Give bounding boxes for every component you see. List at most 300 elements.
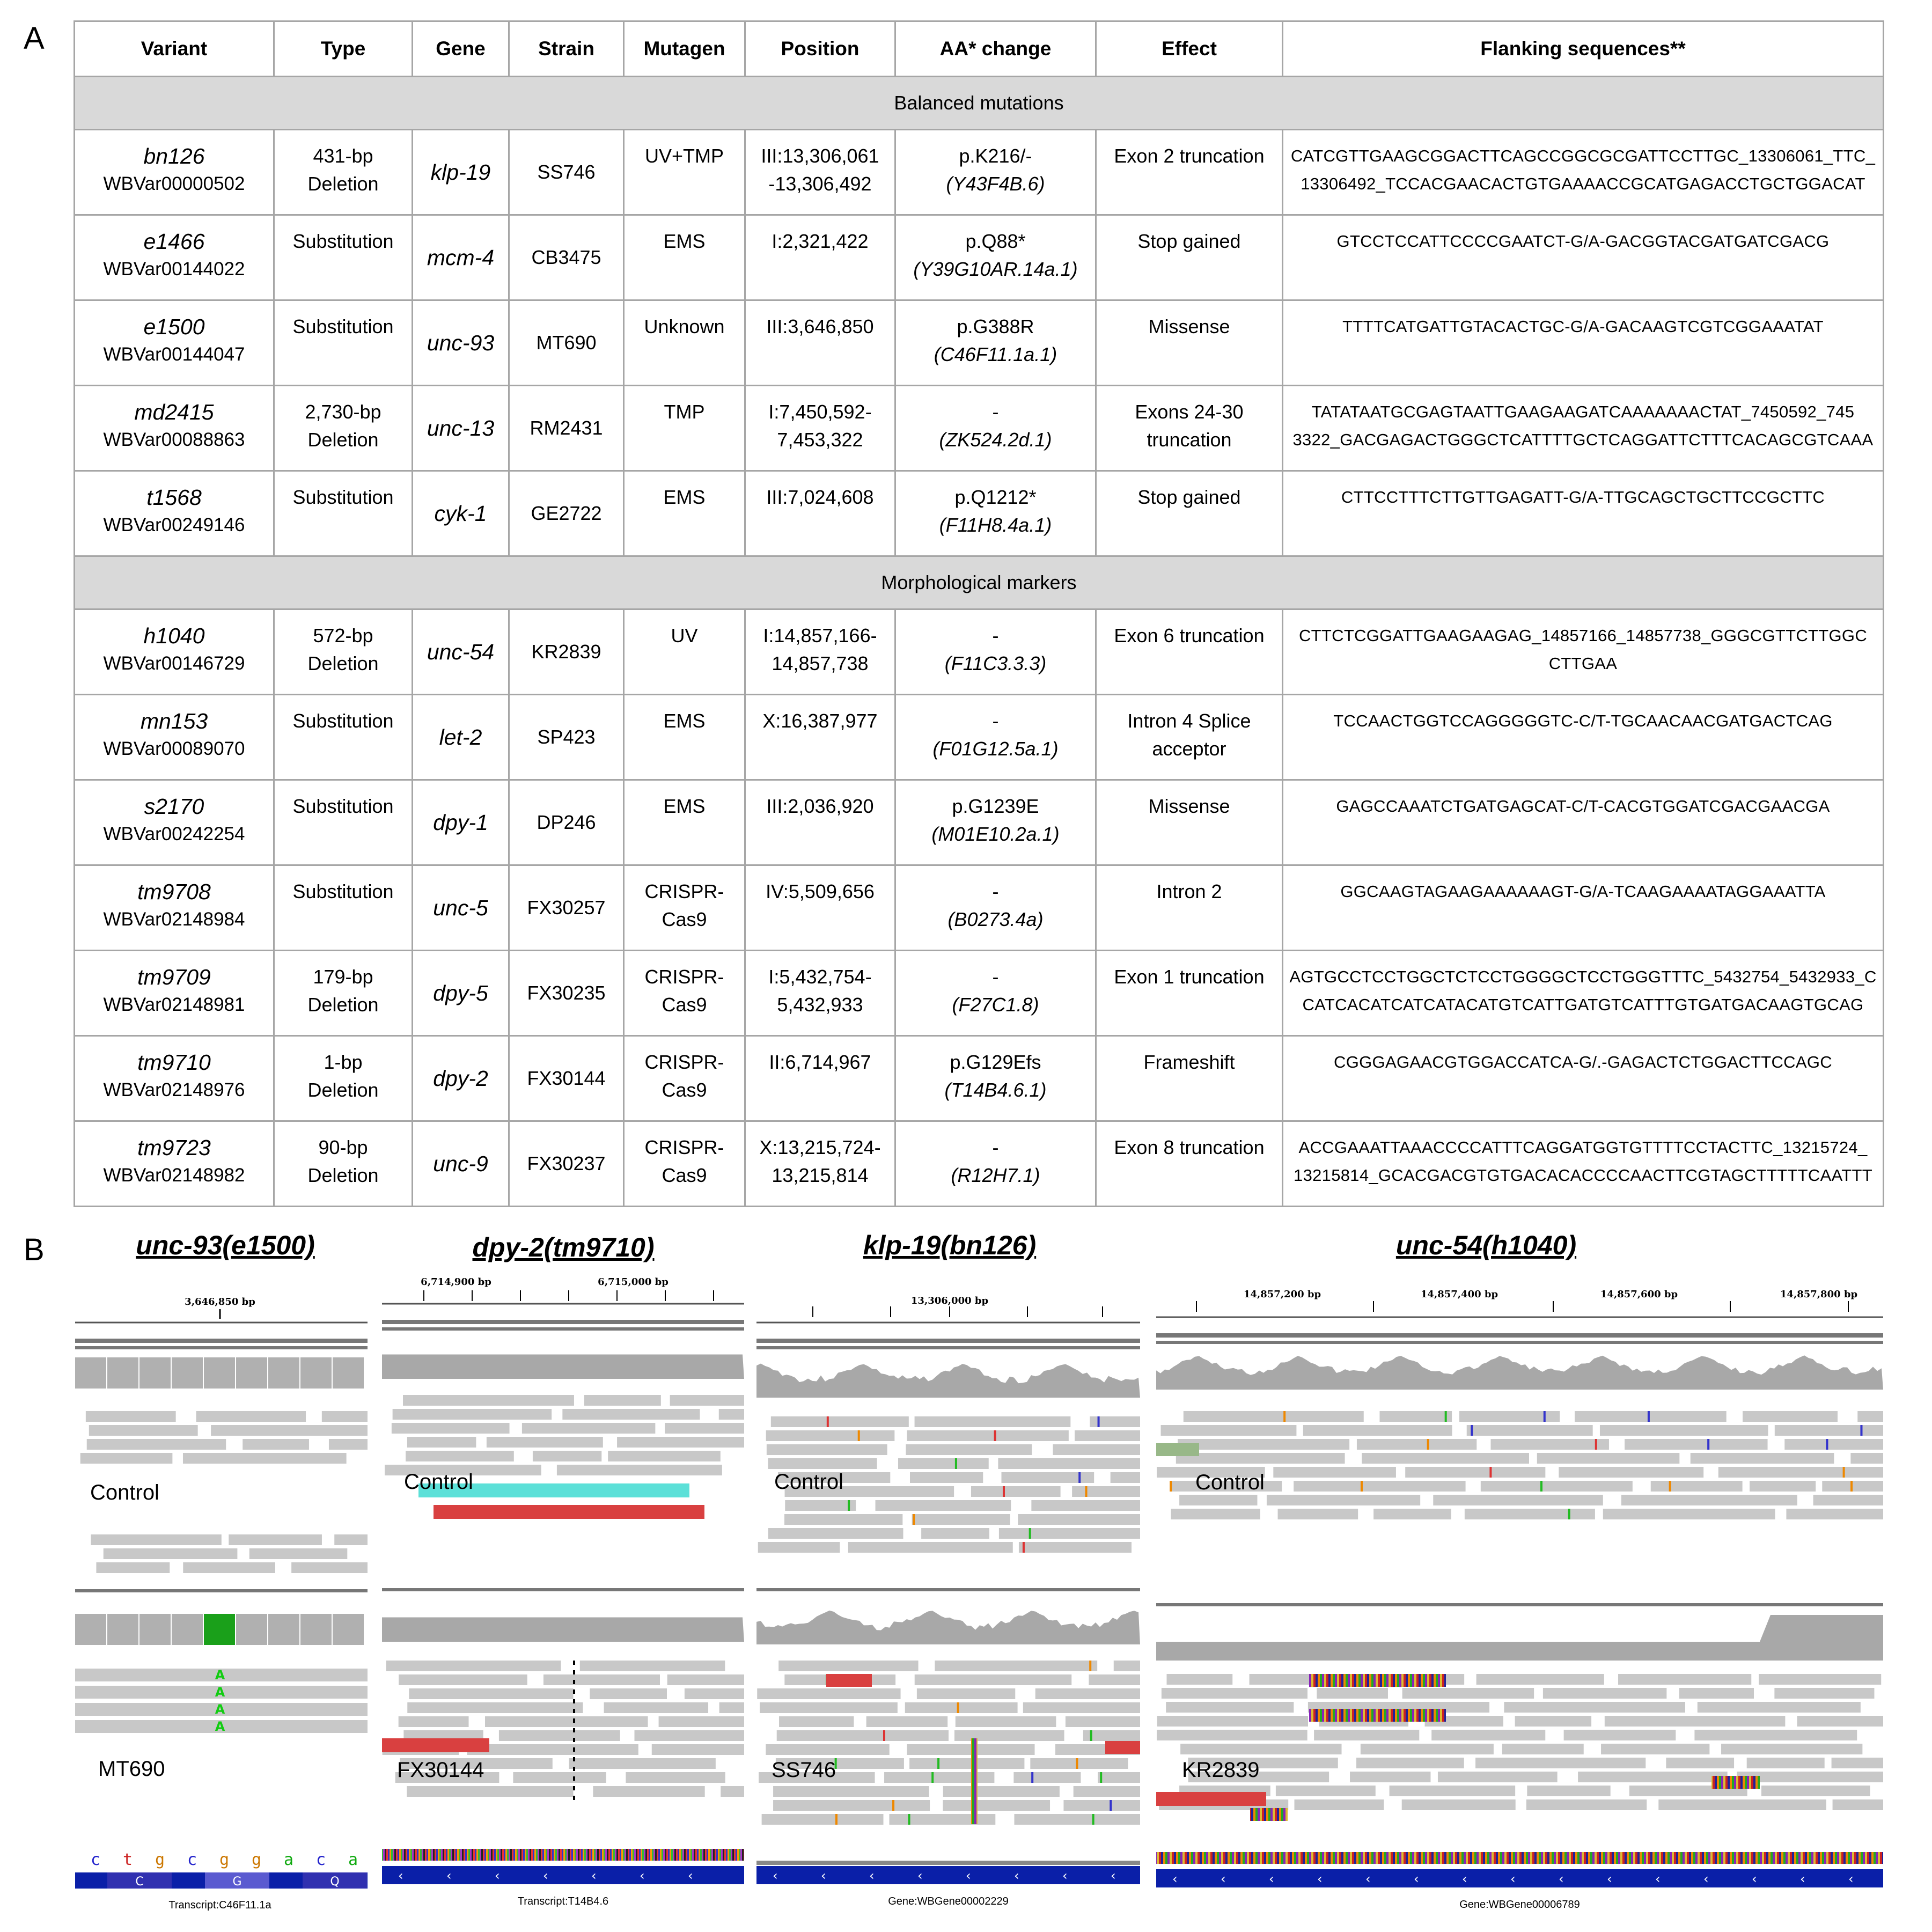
ref-base: c (90, 1850, 101, 1869)
mutagen-cell-line1: TMP (664, 401, 705, 423)
coverage-bin (268, 1614, 299, 1645)
read (80, 1453, 173, 1464)
gene-track (756, 1866, 1140, 1884)
read (785, 1500, 856, 1511)
read (1072, 1486, 1140, 1497)
read (322, 1411, 368, 1422)
gene-cell-line1: unc-5 (433, 895, 488, 920)
read (1857, 1411, 1883, 1422)
read (898, 1458, 989, 1469)
type-cell-line1: 90-bp (318, 1136, 368, 1158)
read (543, 1674, 660, 1685)
read (87, 1439, 226, 1450)
read (670, 1395, 744, 1406)
read (580, 1661, 725, 1671)
gene-strand-glyph: ‹ (1221, 1871, 1226, 1886)
read (399, 1674, 527, 1685)
snp-base: A (215, 1667, 225, 1683)
mutagen-cell-line1: CRISPR- (644, 880, 724, 902)
coverage-track (1156, 1355, 1883, 1390)
coverage-track (1156, 1615, 1883, 1661)
mismatch (1669, 1481, 1671, 1492)
gene-cell-line1: unc-54 (427, 640, 495, 664)
read (777, 1730, 949, 1741)
aa-cell-line1: p.G1239E (952, 795, 1039, 817)
read (1090, 1416, 1140, 1427)
read (1317, 1688, 1388, 1699)
read (665, 1423, 744, 1434)
read (778, 1661, 918, 1671)
amino-acid: Q (330, 1875, 340, 1889)
read (915, 1674, 1072, 1685)
aa-cell-line1: p.Q88* (965, 230, 1026, 252)
variant-cell-line1: t1568 (146, 485, 202, 510)
read (522, 1423, 655, 1434)
mismatch (835, 1814, 838, 1825)
read (1178, 1439, 1349, 1450)
transcript-label: Transcript:C46F11.1a (168, 1899, 271, 1911)
read (1356, 1758, 1464, 1768)
coverage-bin (75, 1357, 106, 1389)
ref-base: g (219, 1850, 230, 1869)
read (1111, 1472, 1140, 1483)
panel-b4-title: unc-54(h1040) (1395, 1230, 1577, 1260)
type-cell-line1: Substitution (292, 880, 394, 902)
read (1035, 1688, 1140, 1699)
read (771, 1416, 909, 1427)
read (1180, 1744, 1341, 1754)
header-variant: Variant (75, 21, 274, 77)
mismatch (1860, 1425, 1862, 1436)
read (999, 1528, 1140, 1539)
read (768, 1458, 877, 1469)
mutagen-cell-line2: Cas9 (662, 908, 707, 930)
mismatch (1361, 1481, 1363, 1492)
panel-b3-title: klp-19(bn126) (863, 1230, 1037, 1260)
ref-base: c (315, 1850, 326, 1869)
gene-cell-line1: dpy-5 (433, 981, 488, 1005)
gene-cell-line1: cyk-1 (434, 501, 487, 526)
coverage-track (756, 1611, 1140, 1644)
strain-cell-line1: FX30235 (527, 982, 606, 1004)
read (1176, 1453, 1345, 1464)
mutagen-cell-line1: UV+TMP (644, 145, 724, 167)
deletion-read (434, 1505, 704, 1519)
read (773, 1786, 929, 1797)
read (1694, 1730, 1857, 1740)
ref-base: a (348, 1850, 358, 1869)
read (407, 1786, 573, 1797)
read (1179, 1495, 1257, 1505)
flanking-cell-line1: TTTTCATGATTGTACACTGC-G/A-GACAAGTCGTCGGAAATAT (1342, 317, 1824, 336)
read (1775, 1425, 1883, 1436)
read (1833, 1799, 1883, 1810)
track-divider (382, 1320, 744, 1324)
ref-base: c (187, 1850, 197, 1869)
read (1267, 1495, 1420, 1505)
sequence-track (1156, 1852, 1883, 1864)
position-cell-line1: III:2,036,920 (766, 795, 874, 817)
gene-strand-glyph: ‹ (917, 1868, 923, 1883)
flanking-cell-line1: GTCCTCCATTCCCCGAATCT-G/A-GACGGTACGATGATCGACG (1336, 232, 1830, 251)
read (1743, 1411, 1838, 1422)
panel-b-label: B (24, 1232, 45, 1267)
read (485, 1716, 648, 1727)
gene-strand-glyph: ‹ (869, 1868, 875, 1883)
control-label: Control (1195, 1471, 1265, 1494)
gene-strand-glyph: ‹ (688, 1868, 693, 1883)
header-strain: Strain (509, 21, 624, 77)
ruler-label: 14,857,800 bp (1780, 1289, 1858, 1300)
amino-acid: G (232, 1875, 242, 1889)
mutant-label: KR2839 (1182, 1758, 1260, 1782)
read (912, 1514, 1010, 1525)
read (907, 1430, 1068, 1441)
mutagen-cell-line1: EMS (663, 710, 706, 732)
read (921, 1528, 989, 1539)
aa-cell-line2: (R12H7.1) (951, 1164, 1040, 1186)
mutagen-cell-line1: EMS (663, 795, 706, 817)
read (1053, 1444, 1140, 1455)
gene-strand-glyph: ‹ (1607, 1871, 1612, 1886)
mismatch (1110, 1800, 1112, 1811)
read (1666, 1758, 1734, 1768)
effect-cell-line2: truncation (1147, 429, 1232, 451)
read (1184, 1411, 1364, 1422)
mutagen-cell-line1: CRISPR- (644, 1136, 724, 1158)
read (1357, 1439, 1476, 1450)
variant-cell-line2: WBVar00242254 (103, 824, 245, 844)
read (667, 1674, 744, 1685)
variant-cell-line2: WBVar00144047 (103, 344, 245, 365)
gene-track (1156, 1869, 1883, 1887)
clipped-read (1309, 1709, 1446, 1722)
mutagen-cell-line1: UV (671, 625, 698, 647)
type-cell-line2: Deletion (307, 173, 379, 195)
variant-cell-line2: WBVar02148984 (103, 909, 245, 930)
mismatch (955, 1458, 957, 1469)
aa-cell-line1: p.K216/- (959, 145, 1032, 167)
variant-cell-line2: WBVar02148982 (103, 1165, 245, 1186)
read (584, 1395, 661, 1406)
read (569, 1758, 715, 1769)
transcript-label: Gene:WBGene00006789 (1459, 1899, 1580, 1911)
aa-cell-line2: (F01G12.5a.1) (932, 738, 1059, 760)
type-cell-line1: 572-bp (313, 625, 373, 647)
position-cell-line1: I:14,857,166- (763, 625, 877, 647)
variant-cell-line1: bn126 (143, 144, 205, 168)
read (499, 1730, 620, 1741)
read (1537, 1453, 1680, 1464)
flanking-cell-line2: 13215814_GCACGACGTGTGACACACCCCAACTTCGTAGCTTTTTCAATTT (1294, 1166, 1872, 1185)
read (608, 1451, 721, 1461)
position-cell-line2: 5,432,933 (777, 994, 863, 1016)
gene-strand-glyph: ‹ (1172, 1871, 1178, 1886)
type-cell-line1: Substitution (292, 486, 394, 508)
read (406, 1451, 514, 1461)
read (1747, 1758, 1825, 1768)
read (96, 1562, 170, 1573)
variant-cell-line2: WBVar00089070 (103, 738, 245, 759)
aa-cell-line1: p.G129Efs (950, 1051, 1041, 1073)
read (196, 1411, 306, 1422)
aa-cell-line1: p.G388R (957, 315, 1034, 337)
variant-cell-line2: WBVar00249146 (103, 515, 245, 535)
read (1379, 1411, 1452, 1422)
mismatch (1427, 1439, 1429, 1450)
effect-cell-line1: Exon 8 truncation (1114, 1136, 1265, 1158)
read (1502, 1744, 1584, 1754)
flanking-cell-line1: CTTCTCGGATTGAAGAAGAG_14857166_14857738_GGGCGTTCTTGGC (1298, 626, 1868, 645)
read (1813, 1495, 1883, 1505)
aa-cell-line1: - (992, 625, 999, 647)
read (876, 1500, 1011, 1511)
aa-cell-line2: (B0273.4a) (947, 908, 1044, 930)
track-divider (756, 1339, 1140, 1343)
effect-cell-line1: Missense (1148, 315, 1230, 337)
ruler-label: 14,857,600 bp (1600, 1289, 1678, 1300)
read (1362, 1453, 1529, 1464)
control-label: Control (774, 1470, 843, 1494)
read (334, 1534, 368, 1545)
read (1603, 1509, 1775, 1519)
read (1273, 1467, 1396, 1478)
gene-strand-glyph: ‹ (543, 1868, 548, 1883)
track-divider (1156, 1603, 1883, 1606)
aa-cell-line2: (Y39G10AR.14a.1) (913, 258, 1078, 280)
read (848, 1542, 1013, 1553)
gene-cell-line1: klp-19 (430, 160, 491, 185)
mutagen-cell-line2: Cas9 (662, 1164, 707, 1186)
read (766, 1744, 889, 1755)
coverage-bin (204, 1614, 235, 1645)
flanking-cell-line1: TATATAATGCGAGTAATTGAAGAAGATCAAAAAAACTAT_7450592_745 (1311, 402, 1855, 421)
flanking-cell-line2: 3322_GACGAGACTGGGCTCATTTTGCTCAGGATTCTTTCACAGCGTCAAA (1292, 430, 1874, 449)
read (1278, 1509, 1358, 1519)
read (1161, 1425, 1297, 1436)
amino-acid: C (135, 1875, 144, 1889)
read (943, 1800, 1050, 1811)
mutagen-cell-line1: Unknown (644, 315, 725, 337)
gene-strand-glyph: ‹ (640, 1868, 645, 1883)
variant-cell-line2: WBVar00000502 (103, 173, 245, 194)
read (762, 1814, 884, 1825)
header-aa-change: AA* change (895, 21, 1096, 77)
read (773, 1800, 930, 1811)
header-type: Type (274, 21, 413, 77)
read (1438, 1772, 1558, 1782)
type-cell-line2: Deletion (307, 1164, 379, 1186)
read (1023, 1702, 1140, 1713)
variant-cell-line1: tm9723 (137, 1135, 211, 1160)
read (1559, 1467, 1703, 1478)
read (1621, 1495, 1797, 1505)
read (1750, 1481, 1816, 1492)
position-cell-line1: II:6,714,967 (769, 1051, 871, 1073)
coverage-bin (107, 1614, 138, 1645)
gene-strand-glyph: ‹ (966, 1868, 971, 1883)
read (229, 1534, 322, 1545)
coverage-bin (204, 1357, 235, 1389)
gene-strand-glyph: ‹ (1365, 1871, 1371, 1886)
track-divider (756, 1346, 1140, 1349)
read (659, 1716, 744, 1727)
ruler-label: 3,646,850 bp (185, 1296, 255, 1307)
effect-cell-line2: acceptor (1152, 738, 1226, 760)
read (407, 1437, 476, 1448)
read (1031, 1500, 1140, 1511)
read (1166, 1702, 1294, 1713)
effect-cell-line1: Intron 4 Splice (1127, 710, 1251, 732)
read (1157, 1716, 1308, 1727)
read (1314, 1730, 1419, 1740)
gene-strand-glyph: ‹ (1462, 1871, 1467, 1886)
mismatch (931, 1772, 934, 1783)
ref-base: t (122, 1850, 133, 1869)
flanking-cell-line2: CTTGAA (1548, 654, 1618, 673)
type-cell-line2: Deletion (307, 652, 379, 674)
aa-cell-line2: (F11C3.3.3) (944, 652, 1047, 674)
gene-strand-glyph: ‹ (821, 1868, 826, 1883)
track-divider (1156, 1341, 1883, 1344)
flanking-cell-line1: CGGGAGAACGTGGACCATCA-G/.-GAGACTCTGGACTTCCAGC (1334, 1053, 1832, 1071)
effect-cell-line1: Missense (1148, 795, 1230, 817)
read (467, 1744, 638, 1755)
variant-cell-line1: e1466 (143, 229, 205, 254)
variant-cell-line2: WBVar02148976 (103, 1079, 245, 1100)
panel-b3-igv (756, 1295, 1140, 1907)
read (1162, 1688, 1307, 1699)
position-cell-line1: IV:5,509,656 (766, 880, 875, 902)
read (617, 1437, 744, 1448)
aa-cell-line2: (C46F11.1a.1) (934, 343, 1057, 365)
header-position: Position (745, 21, 895, 77)
mismatch (1078, 1472, 1081, 1483)
aa-cell-line2: (ZK524.2d.1) (939, 429, 1052, 451)
read (758, 1542, 840, 1553)
read (399, 1716, 469, 1727)
read (1433, 1495, 1603, 1505)
read (1276, 1786, 1376, 1796)
read (1784, 1439, 1883, 1450)
aa-cell-line1: - (992, 710, 999, 732)
effect-cell-line1: Exon 6 truncation (1114, 625, 1265, 647)
read (1515, 1716, 1591, 1727)
aa-cell-line2: (F11H8.4a.1) (939, 514, 1052, 536)
read (1625, 1439, 1767, 1450)
mismatch (1826, 1439, 1828, 1450)
read (1832, 1758, 1883, 1768)
flanking-cell-line1: AGTGCCTCCTGGCTCTCCTGGGGCTCCTGGGTTTC_5432754_5432933_C (1289, 967, 1877, 986)
read (393, 1409, 552, 1420)
read (910, 1472, 983, 1483)
mismatch (827, 1416, 829, 1427)
header-effect: Effect (1096, 21, 1283, 77)
effect-cell-line1: Stop gained (1137, 230, 1241, 252)
mismatch (892, 1800, 894, 1811)
gene-strand-glyph: ‹ (1559, 1871, 1564, 1886)
effect-cell-line1: Exons 24-30 (1135, 401, 1244, 423)
read (956, 1716, 1056, 1727)
mismatch (1843, 1467, 1845, 1478)
read (1822, 1481, 1883, 1492)
track-divider (1156, 1333, 1883, 1338)
read (1066, 1716, 1140, 1727)
track-divider (75, 1589, 368, 1592)
read (89, 1425, 198, 1436)
track-divider (75, 1339, 368, 1343)
read (1303, 1425, 1452, 1436)
mutagen-cell-line1: EMS (663, 486, 706, 508)
mismatch (957, 1702, 959, 1713)
read (766, 1430, 895, 1441)
mismatch (1090, 1730, 1092, 1741)
read (884, 1772, 994, 1783)
read (1600, 1425, 1768, 1436)
deletion-read (382, 1738, 489, 1752)
position-cell-line1: X:16,387,977 (762, 710, 878, 732)
read (719, 1409, 744, 1420)
ruler-label: 14,857,400 bp (1420, 1289, 1498, 1300)
mismatch (937, 1758, 939, 1769)
type-cell-line2: Deletion (307, 429, 379, 451)
read (998, 1458, 1140, 1469)
flanking-cell-line1: ACCGAAATTAAACCCCATTTCAGGATGGTGTTTTCCTACTTC_13215724_ (1298, 1138, 1868, 1157)
position-cell-line1: X:13,215,724- (759, 1136, 881, 1158)
mismatch (1544, 1411, 1546, 1422)
mismatch (1089, 1661, 1091, 1671)
read (593, 1786, 704, 1797)
coverage-bin (172, 1614, 203, 1645)
position-cell-line1: I:5,432,754- (768, 966, 872, 988)
variant-cell-line1: mn153 (140, 709, 208, 733)
ruler-label: 13,306,000 bp (910, 1295, 989, 1306)
gene-strand-glyph: ‹ (591, 1868, 597, 1883)
control-label: Control (90, 1481, 159, 1504)
gene-strand-glyph: ‹ (1752, 1871, 1757, 1886)
read (1075, 1430, 1140, 1441)
ref-base: g (251, 1850, 262, 1869)
mismatch (1085, 1486, 1088, 1497)
read (386, 1661, 561, 1671)
read (1402, 1688, 1534, 1699)
ruler-label: 14,857,200 bp (1243, 1289, 1321, 1300)
read (1564, 1730, 1676, 1740)
gene-strand-glyph: ‹ (1655, 1871, 1661, 1886)
track-divider (382, 1327, 744, 1331)
sequence-track (382, 1849, 744, 1861)
type-cell-line2: Deletion (307, 1079, 379, 1101)
read (652, 1744, 744, 1755)
coverage-bin (333, 1357, 364, 1389)
read (1465, 1509, 1595, 1519)
read (1761, 1786, 1870, 1796)
mismatch (994, 1430, 996, 1441)
header-mutagen: Mutagen (624, 21, 745, 77)
mismatch (908, 1814, 910, 1825)
coverage-track (382, 1355, 744, 1379)
read (562, 1409, 700, 1420)
mismatch (1471, 1425, 1473, 1436)
read (1698, 1702, 1861, 1713)
mismatch (1540, 1481, 1542, 1492)
mismatch (1170, 1481, 1172, 1492)
read (1526, 1799, 1647, 1810)
gene-strand-glyph: ‹ (1269, 1871, 1274, 1886)
mutant-label: SS746 (772, 1758, 836, 1782)
mismatch (1031, 1772, 1033, 1783)
read (409, 1688, 573, 1699)
